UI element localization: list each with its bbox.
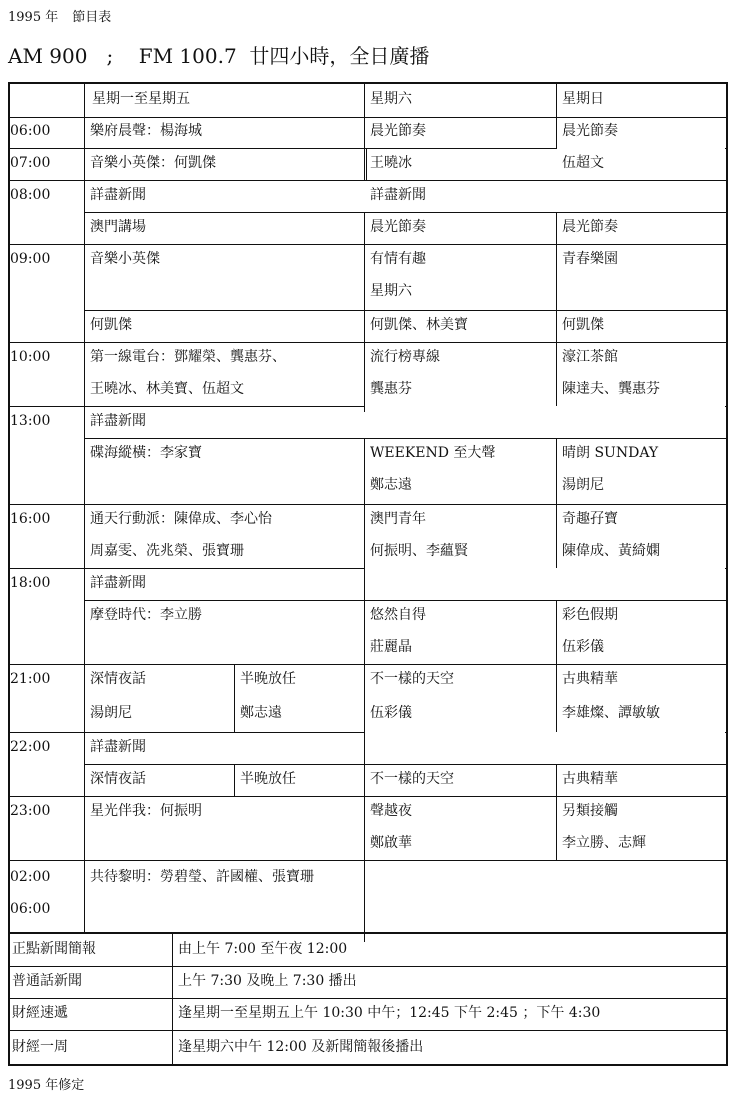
program-cell: 莊麗晶 [370,639,412,655]
program-cell: 流行榜專線 [370,349,440,365]
program-cell: 樂府晨聲：楊海城 [90,123,202,139]
program-cell: 何凱傑、林美寶 [370,317,468,333]
program-cell: 湯朗尼 [562,477,604,493]
program-cell: 濠江茶館 [562,349,618,365]
program-cell: 彩色假期 [562,607,618,623]
news-desc: 逢星期六中午 12:00 及新聞簡報後播出 [178,1039,424,1055]
program-cell: 詳盡新聞 [90,575,146,591]
time-label: 02:00 [10,869,51,885]
revision-note: 1995 年修定 [8,1078,85,1093]
program-cell: 音樂小英傑 [90,251,160,267]
freq-am: AM 900 [8,44,88,68]
program-cell: 澳門講場 [90,219,146,235]
col-header-saturday: 星期六 [370,91,412,107]
program-cell: 深情夜話 [90,671,146,687]
time-label: 08:00 [10,187,51,203]
program-cell: 碟海縱橫：李家寶 [90,445,202,461]
time-label: 16:00 [10,511,51,527]
program-cell: 何振明、李蘊賢 [370,543,468,559]
time-label: 18:00 [10,575,51,591]
program-cell: 半晚放任 [240,671,296,687]
freq-fm: FM 100.7 [138,44,237,68]
time-label: 06:00 [10,123,51,139]
program-cell: 不一樣的天空 [370,671,454,687]
doc-title: 節目表 [72,10,112,25]
program-cell: 星期六 [370,283,412,299]
doc-header-line1 [8,6,111,25]
program-cell: 李立勝、志輝 [562,835,646,851]
program-cell: 晨光節奏 [562,219,618,235]
time-label: 09:00 [10,251,51,267]
time-label: 21:00 [10,671,51,687]
program-cell: 青春樂園 [562,251,618,267]
program-cell: 伍彩儀 [562,639,604,655]
program-cell: 共待黎明：勞碧瑩、許國權、張寶珊 [90,869,314,885]
col-header-weekday: 星期一至星期五 [92,91,190,107]
program-cell: 古典精華 [562,671,618,687]
program-cell: 王曉冰、林美寶、伍超文 [90,381,244,397]
program-cell: 何凱傑 [562,317,604,333]
program-cell: 王曉冰 [370,155,412,171]
news-name: 正點新聞簡報 [12,941,96,957]
program-cell: 李雄燦、譚敏敏 [562,705,660,721]
program-cell: 另類接觸 [562,803,618,819]
program-cell: 半晚放任 [240,771,296,787]
program-cell: 鄭志遠 [370,477,412,493]
col-header-sunday: 星期日 [562,91,604,107]
news-name: 財經速遞 [12,1005,68,1021]
news-name: 財經一周 [12,1039,68,1055]
freq-sep: ; [106,44,114,68]
news-desc: 由上午 7:00 至午夜 12:00 [178,941,348,957]
news-name: 普通話新聞 [12,973,82,989]
time-label: 23:00 [10,803,51,819]
broadcast-note: 廿四小時，全日廣播 [249,44,430,68]
news-desc: 逢星期一至星期五上午 10:30 中午；12:45 下午 2:45 ；下午 4:30 [178,1005,601,1021]
doc-header-line2 [8,40,429,69]
program-cell: 鄭志遠 [240,705,282,721]
time-label: 10:00 [10,349,51,365]
program-cell: 晴朗 SUNDAY [562,445,659,461]
program-cell: 詳盡新聞 [90,187,146,203]
program-cell: 通天行動派：陳偉成、李心怡 [90,511,272,527]
program-cell: 悠然自得 [370,607,426,623]
program-cell: 第一線電台：鄧耀榮、龔惠芬、 [90,349,286,365]
program-cell: 伍超文 [562,155,604,171]
program-cell: 伍彩儀 [370,705,412,721]
program-cell: 詳盡新聞 [90,413,146,429]
program-cell: 何凱傑 [90,317,132,333]
time-label: 06:00 [10,901,51,917]
program-cell: 有情有趣 [370,251,426,267]
program-cell: 晨光節奏 [562,123,618,139]
program-cell: 陳達夫、龔惠芬 [562,381,660,397]
program-cell: 不一樣的天空 [370,771,454,787]
news-desc: 上午 7:30 及晚上 7:30 播出 [178,973,357,989]
time-label: 07:00 [10,155,51,171]
program-cell: 陳偉成、黃綺嫻 [562,543,660,559]
program-cell: 聲越夜 [370,803,412,819]
program-cell: 湯朗尼 [90,705,132,721]
program-cell: 晨光節奏 [370,123,426,139]
program-cell: 鄭啟華 [370,835,412,851]
program-cell: 星光伴我：何振明 [90,803,202,819]
program-cell: 澳門青年 [370,511,426,527]
program-cell: 奇趣孖寶 [562,511,618,527]
program-cell: 古典精華 [562,771,618,787]
year-title: 1995 年 [8,10,59,25]
program-cell: WEEKEND 至大聲 [370,445,496,461]
program-cell: 晨光節奏 [370,219,426,235]
program-cell: 詳盡新聞 [370,187,426,203]
program-cell: 深情夜話 [90,771,146,787]
time-label: 13:00 [10,413,51,429]
time-label: 22:00 [10,739,51,755]
program-cell: 音樂小英傑：何凱傑 [90,155,216,171]
program-cell: 詳盡新聞 [90,739,146,755]
program-cell: 摩登時代：李立勝 [90,607,202,623]
program-cell: 龔惠芬 [370,381,412,397]
program-cell: 周嘉雯、冼兆榮、張寶珊 [90,543,244,559]
